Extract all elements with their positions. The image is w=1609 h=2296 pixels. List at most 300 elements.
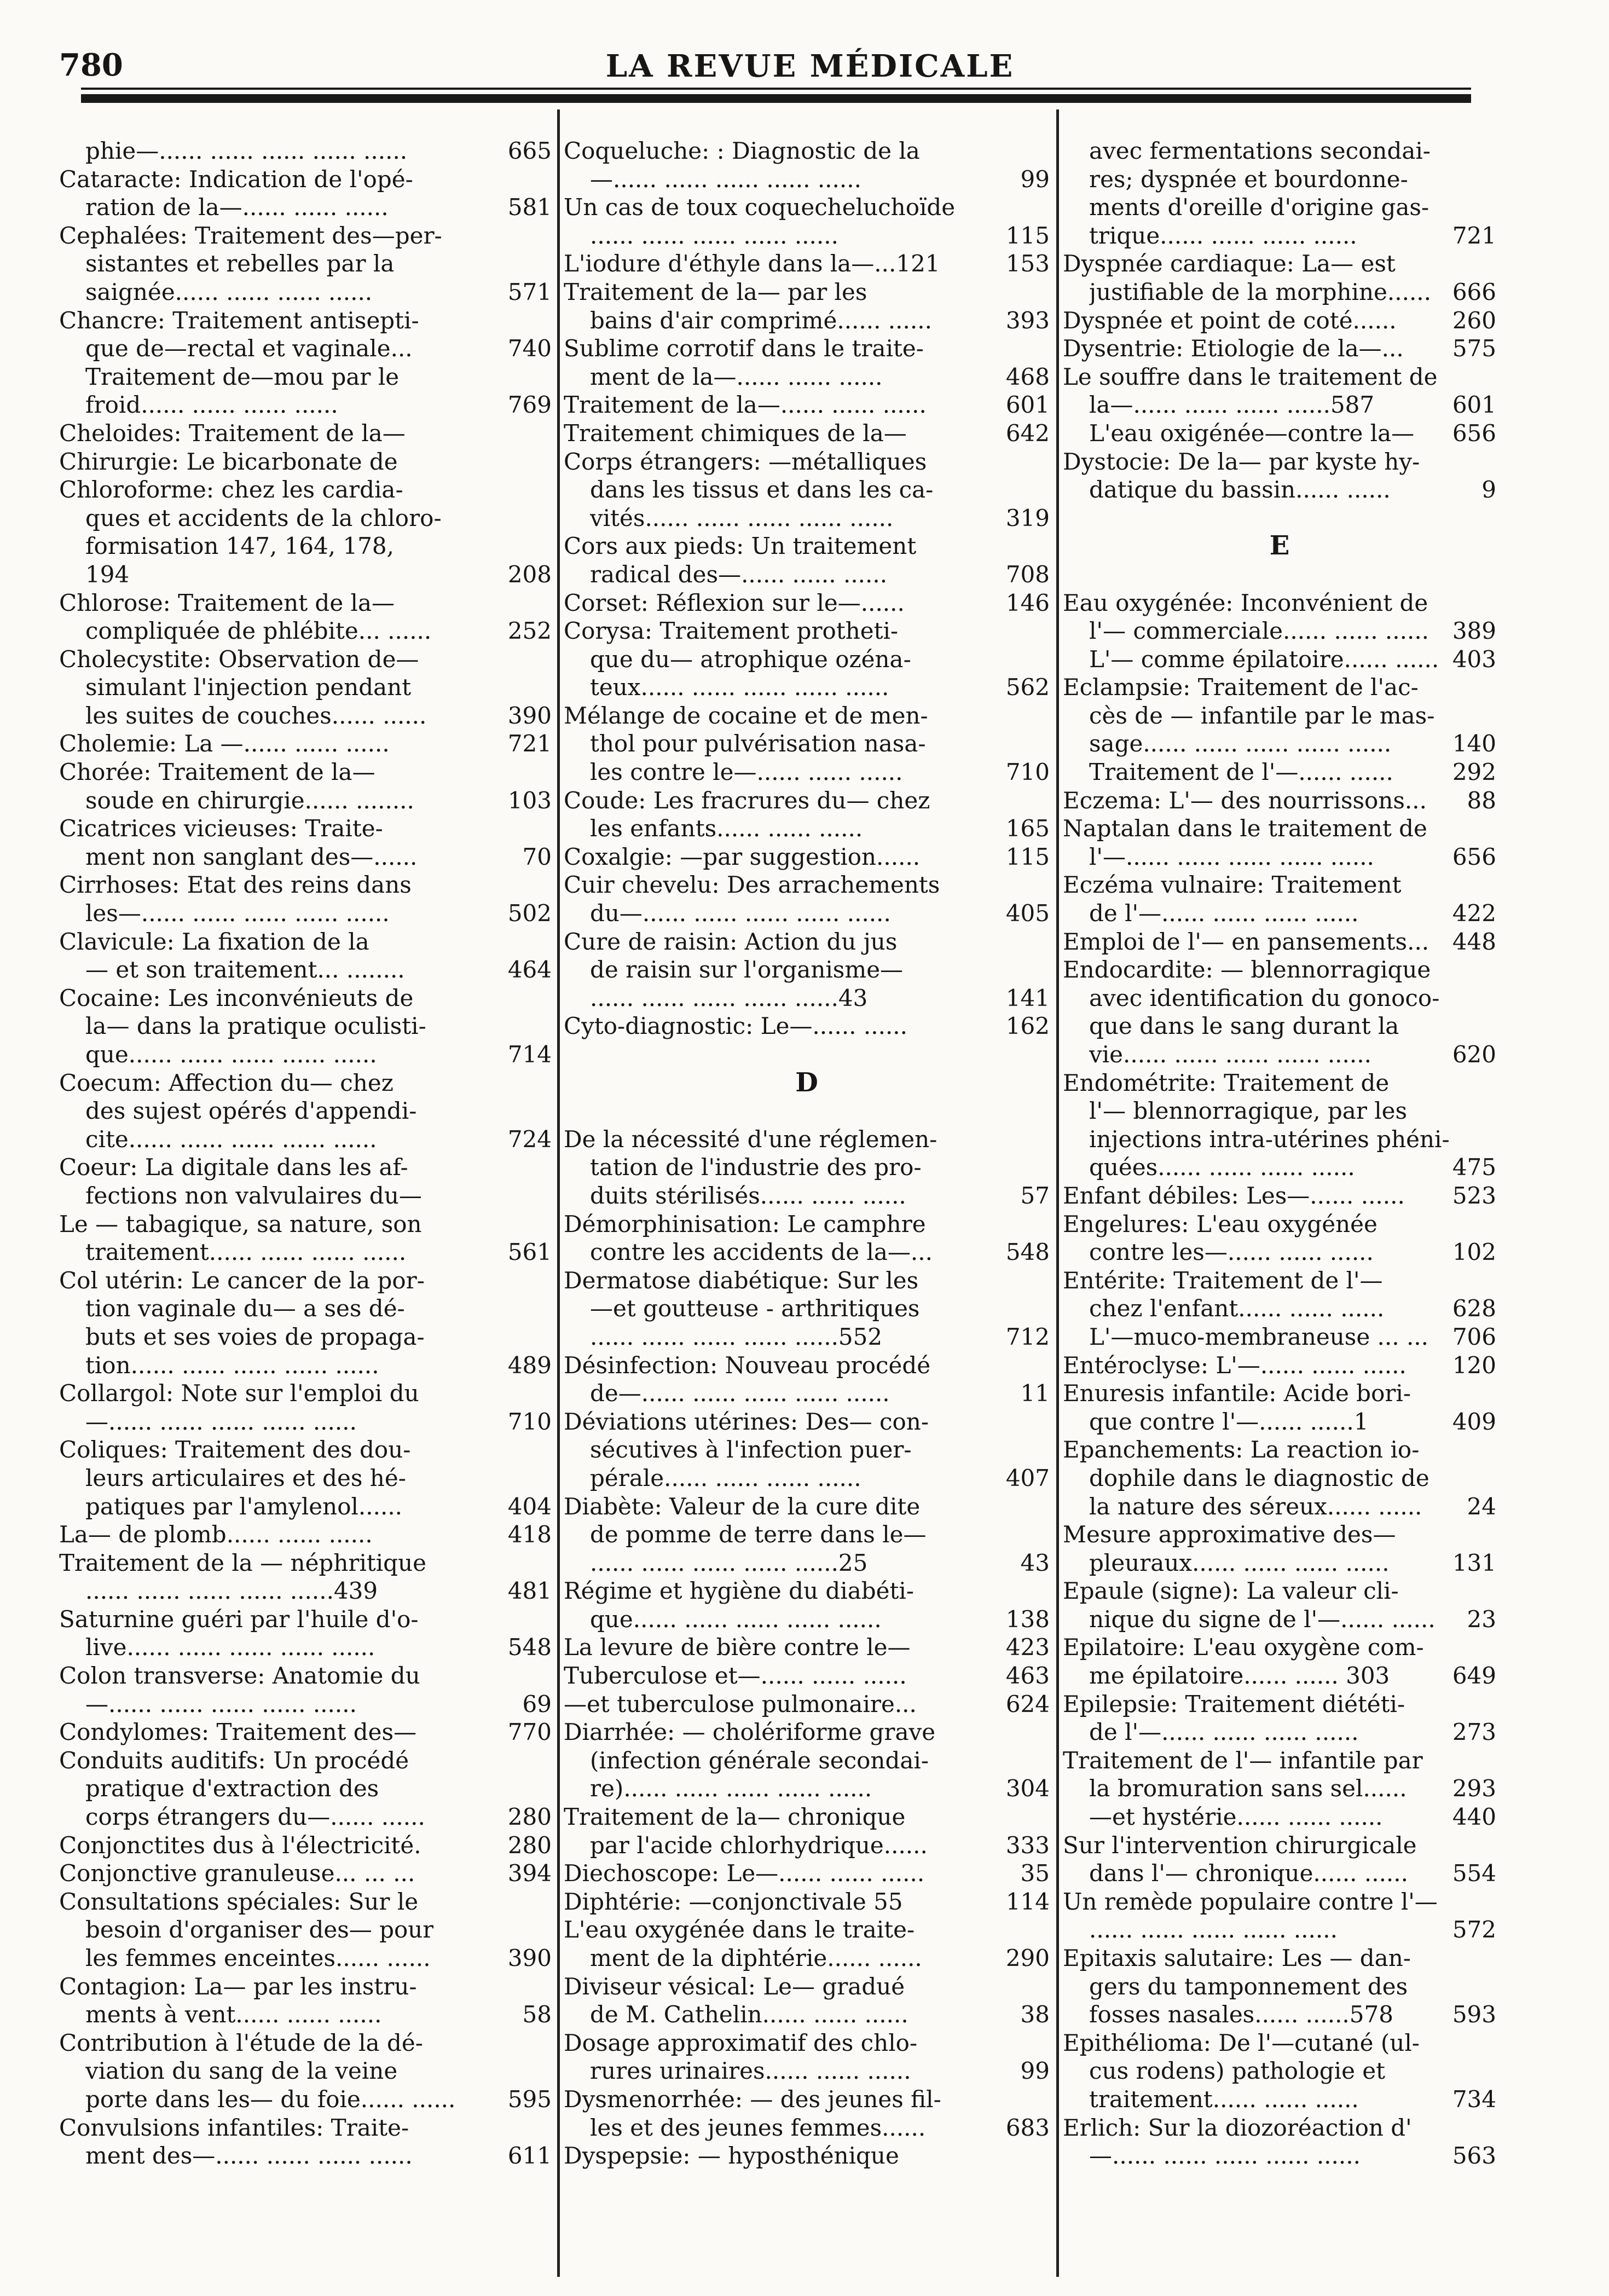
entry-page-number: 115: [1005, 222, 1050, 249]
index-entry-line: [59, 532, 552, 560]
entry-page-number: 440: [1452, 1803, 1496, 1831]
index-entry-line: [59, 476, 552, 504]
index-entry-line: [1063, 1662, 1496, 1690]
index-entry-line: [59, 928, 552, 956]
entry-page-number: 404: [507, 1493, 552, 1520]
index-entry-line: [59, 1944, 552, 1973]
entry-text: Epilatoire: L'eau oxygène com-: [1063, 1634, 1424, 1661]
entry-text: 194: [85, 560, 130, 588]
entry-text: ...... ...... ...... ...... ......: [590, 222, 838, 249]
index-entry-line: [1063, 1577, 1496, 1605]
entry-text: l'—...... ...... ...... ...... ......: [1089, 843, 1374, 870]
index-entry-line: [59, 278, 552, 306]
index-entry-line: [59, 1012, 552, 1040]
index-entry-line: [59, 1040, 552, 1069]
index-entry-line: [564, 1916, 1050, 1944]
index-entry-line: [1063, 306, 1496, 335]
index-entry-line: [1063, 1040, 1496, 1069]
index-entry-line: [564, 1577, 1050, 1605]
entry-page-number: 481: [507, 1577, 552, 1605]
entry-page-number: 581: [507, 194, 552, 221]
index-entry-line: [1063, 786, 1496, 815]
entry-page-number: 390: [507, 1945, 552, 1971]
entry-text: Dyspepsie: — hyposthénique: [564, 2142, 899, 2170]
entry-text: Eczéma vulnaire: Traitement: [1063, 871, 1402, 899]
index-entry-line: [1063, 1323, 1496, 1351]
entry-page-number: 35: [1020, 1860, 1050, 1887]
index-entry-line: [59, 363, 552, 391]
entry-text: que...... ...... ...... ...... ......: [85, 1041, 377, 1068]
index-entry-line: [564, 1718, 1050, 1746]
index-entry-line: [1063, 956, 1496, 984]
index-entry-line: [59, 1973, 552, 2001]
entry-page-number: 389: [1452, 617, 1496, 645]
entry-page-number: 423: [1005, 1634, 1050, 1661]
entry-text: Epitaxis salutaire: Les — dan-: [1063, 1945, 1411, 1971]
entry-text: gers du tamponnement des: [1089, 1973, 1408, 2000]
index-entry-line: [59, 1153, 552, 1182]
entry-page-number: 260: [1452, 306, 1496, 334]
entry-text: les suites de couches...... ......: [85, 702, 427, 729]
index-entry-line: [1063, 391, 1496, 419]
index-entry-line: [1063, 2142, 1496, 2170]
entry-text: ...... ...... ...... ...... ......439: [85, 1577, 378, 1605]
entry-page-number: 293: [1452, 1775, 1496, 1802]
index-entry-line: [59, 956, 552, 984]
index-entry-line: [564, 1153, 1050, 1182]
entry-text: L'— comme épilatoire...... ......: [1089, 645, 1439, 673]
entry-page-number: 601: [1452, 391, 1496, 419]
index-entry-line: [1063, 476, 1496, 504]
entry-page-number: 131: [1452, 1549, 1496, 1576]
entry-page-number: 57: [1020, 1182, 1050, 1209]
index-entry-line: [564, 165, 1050, 194]
index-entry-line: [564, 1690, 1050, 1719]
index-entry-line: [59, 814, 552, 843]
entry-page-number: 88: [1467, 786, 1496, 814]
entry-page-number: 769: [507, 391, 552, 419]
entry-text: dophile dans le diagnostic de: [1089, 1464, 1429, 1491]
index-entry-line: [59, 334, 552, 363]
entry-text: ments à vent...... ...... ......: [85, 2001, 382, 2028]
entry-text: ...... ...... ...... ...... ......552: [590, 1323, 883, 1350]
index-entry-line: [564, 532, 1050, 560]
index-entry-line: [1063, 2114, 1496, 2142]
index-entry-line: [564, 1549, 1050, 1577]
index-entry-line: [59, 306, 552, 335]
index-entry-line: [1063, 1125, 1496, 1154]
entry-text: Contribution à l'étude de la dé-: [59, 2029, 423, 2056]
entry-text: Traitement chimiques de la—: [564, 419, 907, 447]
entry-text: Erlich: Sur la diozoréaction d': [1063, 2114, 1412, 2141]
entry-page-number: 721: [507, 730, 552, 757]
entry-text: duits stérilisés...... ...... ......: [590, 1182, 906, 1209]
entry-text: contre les—...... ...... ......: [1089, 1239, 1374, 1266]
entry-text: de l'—...... ...... ...... ......: [1089, 1719, 1359, 1746]
entry-text: ment de la—...... ...... ......: [590, 363, 883, 390]
entry-page-number: 120: [1452, 1351, 1496, 1379]
index-entry-line: [1063, 165, 1496, 194]
index-entry-line: [564, 1803, 1050, 1831]
entry-text: Traitement de l'—...... ......: [1089, 759, 1393, 786]
index-entry-line: [59, 589, 552, 617]
entry-page-number: 548: [1005, 1239, 1050, 1266]
entry-page-number: 405: [1005, 900, 1050, 927]
entry-page-number: 714: [507, 1041, 552, 1068]
index-entry-line: [59, 193, 552, 222]
entry-text: Consultations spéciales: Sur le: [59, 1888, 419, 1915]
index-entry-line: [1063, 814, 1496, 843]
index-entry-line: [59, 1888, 552, 1916]
index-entry-line: [1063, 1718, 1496, 1746]
entry-text: radical des—...... ...... ......: [590, 560, 888, 588]
index-entry-line: [59, 1803, 552, 1831]
entry-page-number: 273: [1452, 1719, 1496, 1746]
entry-page-number: 390: [507, 702, 552, 729]
entry-text: —...... ...... ...... ...... ......: [590, 165, 861, 193]
index-entry-line: [1063, 1746, 1496, 1775]
entry-text: porte dans les— du foie...... ......: [85, 2085, 456, 2113]
index-entry-line: [59, 1238, 552, 1266]
entry-text: Endométrite: Traitement de: [1063, 1069, 1390, 1096]
index-entry-line: [1063, 448, 1496, 476]
index-entry-line: [1063, 1379, 1496, 1408]
entry-page-number: 165: [1005, 815, 1050, 842]
entry-text: Chlorose: Traitement de la—: [59, 589, 395, 616]
entry-text: viation du sang de la veine: [85, 2057, 398, 2085]
entry-text: Chirurgie: Le bicarbonate de: [59, 448, 398, 475]
entry-text: de M. Cathelin...... ...... ......: [590, 2001, 908, 2028]
entry-text: Mesure approximative des—: [1063, 1521, 1396, 1548]
index-entry-line: [564, 2057, 1050, 2085]
index-entry-line: [59, 758, 552, 786]
index-entry-line: [564, 1351, 1050, 1380]
entry-page-number: 38: [1020, 2001, 1050, 2028]
entry-text: Dyspnée cardiaque: La— est: [1063, 250, 1396, 277]
entry-text: Saturnine guéri par l'huile d'o-: [59, 1605, 419, 1633]
index-entry-line: [564, 589, 1050, 617]
entry-text: la bromuration sans sel......: [1089, 1775, 1407, 1802]
index-entry-line: [564, 871, 1050, 899]
entry-text: Coqueluche: : Diagnostic de la: [564, 137, 920, 164]
entry-text: ments d'oreille d'origine gas-: [1089, 194, 1429, 221]
index-entry-line: [59, 1436, 552, 1464]
entry-page-number: 706: [1452, 1323, 1496, 1350]
index-entry-line: [59, 2057, 552, 2085]
entry-text: sistantes et rebelles par la: [85, 250, 395, 277]
index-column-1: [59, 137, 552, 2170]
blank-line: [564, 1097, 1050, 1125]
blank-line: [564, 1040, 1050, 1069]
index-entry-line: [1063, 1238, 1496, 1266]
index-entry-line: [59, 419, 552, 448]
entry-text: Démorphinisation: Le camphre: [564, 1210, 926, 1237]
entry-text: les—...... ...... ...... ...... ......: [85, 900, 390, 927]
index-entry-line: [59, 1351, 552, 1380]
index-entry-line: [1063, 278, 1496, 306]
index-entry-line: [564, 645, 1050, 674]
index-entry-line: [1063, 2057, 1496, 2085]
index-entry-line: [564, 702, 1050, 730]
entry-text: de raisin sur l'organisme—: [590, 956, 904, 984]
index-entry-line: [1063, 363, 1496, 391]
index-entry-line: [564, 1888, 1050, 1916]
index-entry-line: [564, 334, 1050, 363]
index-entry-line: [564, 391, 1050, 419]
index-entry-line: [1063, 1831, 1496, 1860]
entry-text: patiques par l'amylenol......: [85, 1493, 403, 1520]
entry-text: tion...... ...... ...... ...... ......: [85, 1351, 379, 1379]
entry-text: Cocaine: Les inconvénieuts de: [59, 984, 414, 1011]
entry-text: Clavicule: La fixation de la: [59, 928, 369, 955]
index-entry-line: [564, 1266, 1050, 1295]
index-entry-line: [564, 1944, 1050, 1973]
entry-text: Epanchements: La reaction io-: [1063, 1436, 1420, 1464]
entry-text: live...... ...... ...... ...... ......: [85, 1634, 375, 1661]
entry-page-number: 665: [507, 137, 552, 164]
entry-text: ...... ...... ...... ...... ......25: [590, 1549, 868, 1576]
entry-text: rures urinaires...... ...... ......: [590, 2057, 911, 2085]
index-entry-line: [59, 1605, 552, 1634]
entry-text: avec identification du gonoco-: [1089, 984, 1440, 1011]
entry-page-number: 642: [1005, 419, 1050, 447]
index-entry-line: [59, 2000, 552, 2029]
index-entry-line: [564, 2000, 1050, 2029]
entry-page-number: 770: [507, 1719, 552, 1746]
entry-page-number: 394: [507, 1860, 552, 1887]
entry-text: la nature des séreux...... ......: [1089, 1493, 1422, 1520]
index-entry-line: [59, 1182, 552, 1210]
entry-text: Condylomes: Traitement des—: [59, 1719, 417, 1746]
entry-text: Endocardite: — blennorragique: [1063, 956, 1431, 984]
entry-text: du—...... ...... ...... ...... ......: [590, 900, 891, 927]
section-letter-heading: E: [1269, 530, 1290, 562]
entry-text: Conjonctive granuleuse... ... ...: [59, 1860, 415, 1887]
entry-text: Corset: Réflexion sur le—......: [564, 589, 905, 616]
index-entry-line: [1063, 730, 1496, 758]
entry-text: l'— blennorragique, par les: [1089, 1097, 1408, 1125]
entry-text: datique du bassin...... ......: [1089, 476, 1391, 504]
index-entry-line: [59, 1210, 552, 1239]
index-entry-line: [564, 1436, 1050, 1464]
index-entry-line: [59, 165, 552, 194]
index-entry-line: [59, 1520, 552, 1549]
index-entry-line: [1063, 1916, 1496, 1944]
index-entry-line: [1063, 137, 1496, 165]
entry-text: Dosage approximatif des chlo-: [564, 2029, 918, 2056]
entry-text: quées...... ...... ...... ......: [1089, 1154, 1355, 1181]
entry-text: avec fermentations secondai-: [1089, 137, 1431, 164]
index-entry-line: [59, 984, 552, 1013]
entry-text: que dans le sang durant la: [1089, 1013, 1399, 1040]
entry-page-number: 712: [1005, 1323, 1050, 1350]
index-entry-line: [564, 814, 1050, 843]
index-entry-line: [1063, 1774, 1496, 1803]
index-entry-line: [564, 1125, 1050, 1154]
index-entry-line: [564, 1323, 1050, 1351]
entry-page-number: 562: [1005, 674, 1050, 701]
index-entry-line: [564, 419, 1050, 448]
index-entry-line: [59, 560, 552, 589]
entry-page-number: 572: [1452, 1916, 1496, 1944]
index-entry-line: [564, 137, 1050, 165]
index-entry-line: [59, 1125, 552, 1154]
index-entry-line: [564, 1408, 1050, 1436]
index-entry-line: [59, 504, 552, 533]
entry-text: Engelures: L'eau oxygénée: [1063, 1210, 1378, 1237]
index-entry-line: [564, 504, 1050, 533]
index-entry-line: [59, 617, 552, 645]
entry-page-number: 734: [1452, 2085, 1496, 2113]
entry-text: L'iodure d'éthyle dans la—...121: [564, 250, 940, 277]
entry-text: me épilatoire...... ...... 303: [1089, 1662, 1390, 1690]
index-column-3: [1063, 137, 1496, 2170]
index-entry-line: [59, 786, 552, 815]
index-entry-line: [1063, 928, 1496, 956]
index-entry-line: [59, 645, 552, 674]
entry-text: cite...... ...... ...... ...... ......: [85, 1125, 377, 1153]
index-entry-line: [59, 1069, 552, 1097]
index-entry-line: [1063, 1210, 1496, 1239]
index-entry-line: [564, 250, 1050, 278]
entry-page-number: 280: [507, 1803, 552, 1831]
entry-text: injections intra-utérines phéni-: [1089, 1125, 1450, 1153]
index-entry-line: [1063, 1069, 1496, 1097]
index-entry-line: [564, 560, 1050, 589]
index-entry-line: [59, 1379, 552, 1408]
entry-page-number: 463: [1005, 1662, 1050, 1690]
entry-text: de l'—...... ...... ...... ......: [1089, 900, 1359, 927]
entry-text: Traitement de la — néphritique: [59, 1549, 426, 1576]
entry-text: Dystocie: De la— par kyste hy-: [1063, 448, 1420, 475]
entry-text: ...... ...... ...... ...... ......: [1089, 1916, 1338, 1944]
entry-text: vités...... ...... ...... ...... ......: [590, 504, 894, 531]
entry-text: que contre l'—...... ......1: [1089, 1408, 1369, 1435]
index-entry-line: [564, 2114, 1050, 2142]
entry-text: soude en chirurgie...... ........: [85, 786, 414, 814]
entry-text: fections non valvulaires du—: [85, 1182, 422, 1209]
entry-text: chez l'enfant...... ...... ......: [1089, 1295, 1385, 1322]
blank-line: [1063, 560, 1496, 589]
entry-text: Corysa: Traitement protheti-: [564, 617, 899, 645]
entry-text: La levure de bière contre le—: [564, 1634, 911, 1661]
entry-text: Dysentrie: Etiologie de la—...: [1063, 335, 1404, 362]
index-entry-line: [1063, 1859, 1496, 1888]
entry-page-number: 138: [1005, 1605, 1050, 1633]
entry-text: Cors aux pieds: Un traitement: [564, 533, 917, 560]
entry-text: De la nécessité d'une réglemen-: [564, 1125, 937, 1153]
entry-text: Déviations utérines: Des— con-: [564, 1408, 929, 1435]
entry-text: buts et ses voies de propaga-: [85, 1323, 425, 1350]
entry-text: Diechoscope: Le—...... ...... ......: [564, 1860, 925, 1887]
index-entry-line: [59, 1294, 552, 1323]
entry-text: bains d'air comprimé...... ......: [590, 306, 932, 334]
index-entry-line: [1063, 1436, 1496, 1464]
entry-page-number: 523: [1452, 1182, 1496, 1209]
entry-text: Régime et hygiène du diabéti-: [564, 1577, 915, 1605]
index-entry-line: [1063, 1944, 1496, 1973]
index-entry-line: [59, 1633, 552, 1662]
entry-page-number: 571: [507, 278, 552, 305]
entry-text: cus rodens) pathologie et: [1089, 2057, 1386, 2085]
entry-text: vie...... ...... ...... ...... ......: [1089, 1041, 1371, 1068]
entry-page-number: 656: [1452, 419, 1496, 447]
index-entry-line: [1063, 617, 1496, 645]
entry-page-number: 99: [1020, 2057, 1050, 2085]
index-entry-line: [564, 1464, 1050, 1493]
entry-text: la— dans la pratique oculisti-: [85, 1013, 426, 1040]
entry-text: tation de l'industrie des pro-: [590, 1154, 922, 1181]
entry-page-number: 280: [507, 1831, 552, 1859]
entry-page-number: 99: [1020, 165, 1050, 193]
index-entry-line: [59, 1859, 552, 1888]
index-entry-line: [1063, 222, 1496, 250]
index-entry-line: [1063, 1351, 1496, 1380]
page-number: 780: [59, 47, 123, 83]
entry-text: tion vaginale du— a ses dé-: [85, 1295, 405, 1322]
entry-text: froid...... ...... ...... ......: [85, 391, 338, 419]
entry-text: de—...... ...... ...... ...... ......: [590, 1380, 890, 1407]
entry-text: Diphtérie: —conjonctivale 55: [564, 1888, 903, 1915]
entry-text: Sur l'intervention chirurgicale: [1063, 1831, 1417, 1859]
index-entry-line: [59, 843, 552, 871]
entry-text: Diviseur vésical: Le— gradué: [564, 1973, 905, 2000]
entry-text: teux...... ...... ...... ...... ......: [590, 674, 889, 701]
entry-text: Traitement de la—...... ...... ......: [564, 391, 927, 419]
index-entry-line: [564, 476, 1050, 504]
entry-text: Convulsions infantiles: Traite-: [59, 2114, 409, 2141]
column-separator: [1056, 109, 1059, 2277]
index-entry-line: [1063, 1690, 1496, 1719]
entry-text: L'—muco-membraneuse ... ...: [1089, 1323, 1428, 1350]
index-entry-line: [564, 758, 1050, 786]
entry-text: Traitement de l'— infantile par: [1063, 1746, 1423, 1774]
index-entry-line: [564, 222, 1050, 250]
entry-text: Traitement de—mou par le: [85, 363, 400, 390]
index-entry-line: [59, 1493, 552, 1521]
entry-page-number: 561: [507, 1239, 552, 1266]
header-rule-thin: [81, 88, 1471, 90]
entry-text: Chancre: Traitement antisepti-: [59, 306, 419, 334]
index-entry-line: [59, 702, 552, 730]
entry-text: Collargol: Note sur l'emploi du: [59, 1380, 419, 1407]
entry-text: Chloroforme: chez les cardia-: [59, 476, 403, 504]
index-entry-line: [564, 1973, 1050, 2001]
entry-text: Conjonctites dus à l'électricité.: [59, 1831, 421, 1859]
index-entry-line: [1063, 1605, 1496, 1634]
index-entry-line: [59, 2142, 552, 2170]
entry-text: dans les tissus et dans les ca-: [590, 476, 934, 504]
index-entry-line: [1063, 1153, 1496, 1182]
entry-text: cès de — infantile par le mas-: [1089, 702, 1435, 729]
entry-text: fosses nasales...... ......578: [1089, 2001, 1393, 2028]
entry-text: Dyspnée et point de coté......: [1063, 306, 1397, 334]
entry-text: Cholemie: La —...... ...... ......: [59, 730, 390, 757]
entry-page-number: 103: [507, 786, 552, 814]
index-entry-line: [1063, 193, 1496, 222]
entry-text: les contre le—...... ...... ......: [590, 759, 903, 786]
entry-text: pleuraux...... ...... ...... ......: [1089, 1549, 1390, 1576]
index-entry-line: [59, 1746, 552, 1775]
entry-page-number: 141: [1005, 984, 1050, 1011]
entry-text: Epaule (signe): La valeur cli-: [1063, 1577, 1399, 1605]
entry-text: Corps étrangers: —métalliques: [564, 448, 927, 475]
index-entry-line: [564, 1493, 1050, 1521]
index-entry-line: [564, 278, 1050, 306]
index-entry-line: [1063, 1549, 1496, 1577]
entry-page-number: 115: [1005, 843, 1050, 870]
section-letter-heading: D: [795, 1067, 818, 1098]
